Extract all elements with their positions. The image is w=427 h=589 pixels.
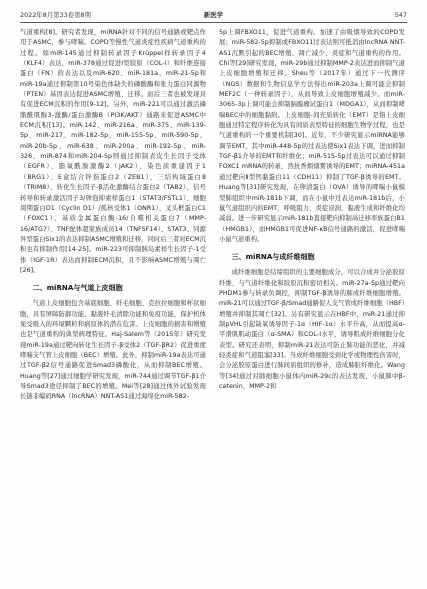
issue-info: 2022年8月第33卷第8期	[20, 11, 91, 19]
right-column	[219, 28, 405, 392]
paragraph-emt: 5p上调FBXO11，促进气道重构。加速了由吸烟导致的COPD发展；miR-582-5p抑制或FBXO11过表达则可抵消由lncRNA NNT-AS1沉默引起的BEC增殖、凋亡减少、炎症和气道重构的作用。Chi等[29]研究发现，miR-29b通过抑制MMP-2表达进而抑制气道上皮细胞增殖和迁移。Sheu等（2017年）通过下一代测序（NGS）数据和生物信息学方法得出miR-203a上调可能会抑制MEF2C（一种转录因子），从而导致上皮细胞增殖减少。而miR-3065-3p上调可能会抑制脑膜瘤试蛋白1（MDGA1），从而抑制哮喘BEC中的细胞黏附。上皮细胞-间充质转化（EMT）是指上皮细胞通过特定程序转化为具有间质表型特征的细胞生物学过程，也是气道重构的一个重要机制[30]。近年，不少研究显示miRNA能够调节EMT，其中miR-448-5p的过表达使Six1表达下调，进而抑制TGF-β1介导的EMT和纤维化；miR-515-5p过表达可以通过抑制FOXC1 mRNA的转录，然抗香烟烟雾诱导的EMT；miRNA-451a通过靶向Ⅱ型钙黏蛋白11（CDH11）抑制了TGF-β诱导的EMT。Huang等[31]研究发现，在卵清蛋白（OVA）诱导的哮喘小鼠模型肺组织中miR-181b下调，而在小鼠中过表达miR-181b后，小鼠气道组织内的EMT、呼吸阻力、炎症浸润、黏液生成和纤维化均减弱。进一步研究显示miR-181b直接靶向抑制高迁移率族蛋白B1（HMGB1），而HMGB1可促进NF-κB信号通路的激活，促进哮喘小鼠气道重构。	[219, 29, 405, 243]
journal-title: 新医学	[203, 11, 224, 19]
paragraph-epithelial-cells: 气道上皮细胞包含基底细胞、纤毛细胞、克拉拉细胞和杯状细胞，具有屏障防御功能、黏液纤毛清除功能和免疫功能，保护机体免受吸入的环境颗粒和病原体的潜在危害。上皮细胞的损害和增殖也是气道重构的典型病理特征。Haj-Salem等（2015年）研究发现miR-19a通过靶向转化生长因子-β受体2（TGF-βR2）促进重度哮喘支气管上皮细胞（BEC）增殖。此外，抑制miR-19a表达可通过TGF-β2信号通路促进Smad3磷酸化，从而抑制BEC增殖。Huang等[27]通过细胞学研究发现，miR-744通过调节TGF-β1介导Smad3途径抑制了BEC的增殖。Mei等[28]通过体外试验发现长链非编码RNA（lncRNA）NNT-AS1通过海绵化miR-582-	[20, 300, 206, 401]
paragraph-airway-smooth-muscle: 气道重构[8]。研究者发现，miRNA针对不同的信号通路或靶点作用于ASMC，参与哮喘。COPD等慢性气道炎症性疾病气道重构的过程。如miR-145通过抑制转录因子Krüppel样转录因子4（KLF4）表达，miR-378通过促进Ⅰ型胶原（COL-Ⅰ）和纤维连接蛋白（FN）的表达以及miR-620、miR-181a、miR-21-5p和miR-19a通过抑制第10号染色体缺失的磷酸酶和张力蛋白同源物（PTEN）基因表达促进ASMC增殖、迁移。而后三者也被发现具有促进ECM沉积的作用[9-12]。另外，miR-221可以通过激活磷脂酰肌醇3-激酶/蛋白激酶B（PI3K/AKT）通路来促进ASMC中ECM沉积[13]。miR-142、miR-216a、miR-375、miR-139-5p、miR-217、miR-182-5p、miR-155-5p、miR-590-5p、miR-20b-5p、miR-638、miR-200a、miR-192-5p、miR-326、miR-874和miR-204-5p则通过抑制表皮生长因子受体（EGFR）、脂氧酰胺激酶2（JAK2）、染色质重建因子1（BRG1）、E盒结合锌指蛋白2（ZEB1）、三结构域蛋白8（TRIM8）、转化生长因子-β活化激酶结合蛋白2（TAB2）、信号转导和转录激活因子3/卵泡抑素样蛋白1（STAT3/FSTL1）、细胞周期蛋白D1（Cyclin D1）/孤核受体1（ONR1）、叉头框蛋白C1（FOXC1）、基质金属蛋白酶-16/自噬相关蛋白7（MMP-16/ATG7）、TNF配体超家族成员14（TNFSF14）、STAT3、同源异型蛋白Six1的表达抑制ASMC增殖和迁移，同时后三者对ECM沉积也有抑制作用[14-25]。miR-223可抑制胰岛素样生长因子-1受体（IGF-1R）表达而抑制ECM沉积，且不影响ASMC增殖与凋亡[26]。	[20, 29, 206, 274]
section-heading-epithelial-cells: 二、miRNA与气道上皮细胞	[32, 284, 123, 293]
page-number: 547	[394, 11, 407, 19]
section-heading-fibroblasts: 三、miRNA与成纤维细胞	[231, 253, 315, 262]
paragraph-fibroblasts: 成纤维细胞是结缔组织的主要细胞成分，可以合成并分泌胶原纤维，与气道纤维化和胶原沉积密切相关。miR-27a-5p通过靶向PHDM1参与转录负调控，抑制TGF-β诱导的肺成纤维细胞增殖。miR-21可以通过TGF-β/Smad通路促人支气管成纤维细胞（HBF）增殖并抑制其凋亡[32]。另有研究显示在HBF中，miR-21通过抑制pVHL引起缺氧诱导因子-1α（HIF-1α）水平升高，从而提高α-平滑肌肌动蛋白（α-SMA）和COL-Ⅰ水平，诱导肌成纤维细胞分化表型。研究还表明，抑制miR-21表达可防止肺功能的恶化，并减轻炎症和气道阻塞[33]。当成纤维细胞受到化学或物理性伤害时，会分泌胶原蛋白进行肺间质组织的修补，造成肺脏纤维化。Wang等[34]通过对肺细胞小鼠体内miR-29c的表达发现，小鼠肺中β-catenin、MMP-2和	[219, 269, 405, 390]
left-column	[20, 28, 206, 403]
running-header	[20, 8, 407, 23]
